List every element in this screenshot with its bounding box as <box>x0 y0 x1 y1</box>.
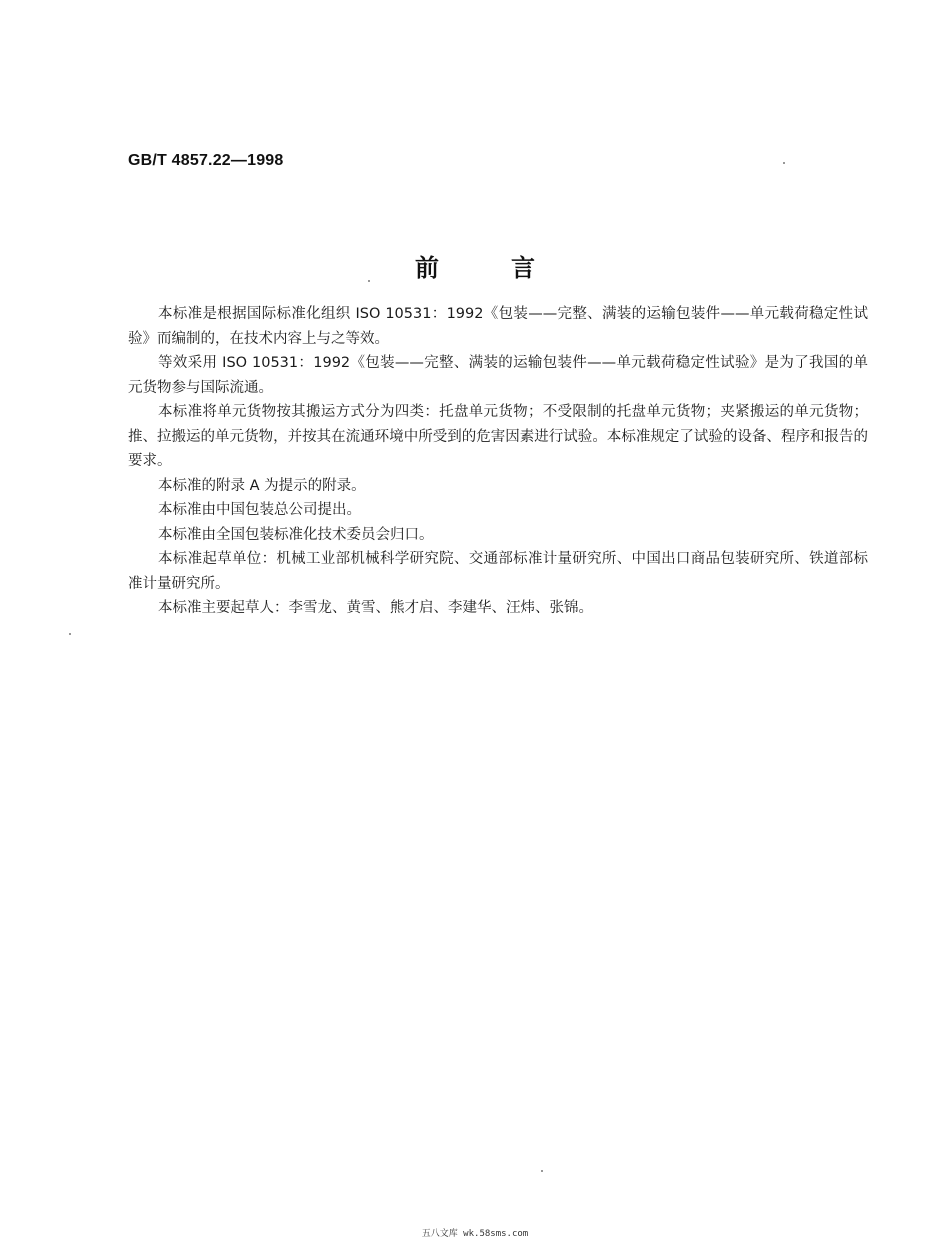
paragraph-committee: 本标准由全国包装标准化技术委员会归口。 <box>158 526 434 543</box>
paragraph-drafting-units: 本标准起草单位：机械工业部机械科学研究院、交通部标准计量研究所、中国出口商品包装研究所、铁道部标准计量研究所。 <box>128 551 868 592</box>
standard-code: GB/T 4857.22—1998 <box>128 152 284 169</box>
scan-speck <box>368 280 370 282</box>
scan-speck <box>541 1170 543 1172</box>
paragraph-classification: 本标准将单元货物按其搬运方式分为四类：托盘单元货物；不受限制的托盘单元货物；夹紧搬运的单元货物；推、拉搬运的单元货物，并按其在流通环境中所受到的危害因素进行试验。本标准规定了试验的设备、程序和报告的要求。 <box>128 404 868 469</box>
footer-watermark: 五八文库 wk.58sms.com <box>421 1229 529 1239</box>
paragraph-drafters: 本标准主要起草人：李雪龙、黄雪、熊才启、李建华、汪炜、张锦。 <box>158 600 593 616</box>
paragraph-purpose: 等效采用 ISO 10531：1992《包装——完整、满装的运输包装件——单元载荷稳定性试验》是为了我国的单元货物参与国际流通。 <box>128 355 868 396</box>
paragraph-proposer: 本标准由中国包装总公司提出。 <box>158 502 361 518</box>
paragraph-basis: 本标准是根据国际标准化组织 ISO 10531：1992《包装——完整、满装的运输包装件——单元载荷稳定性试验》而编制的，在技术内容上与之等效。 <box>128 306 868 347</box>
paragraph-appendix: 本标准的附录 A 为提示的附录。 <box>158 477 366 494</box>
scan-speck <box>69 633 71 635</box>
page-title: 前言 <box>415 254 607 282</box>
scan-speck <box>783 162 785 164</box>
foreword-body <box>128 302 868 621</box>
